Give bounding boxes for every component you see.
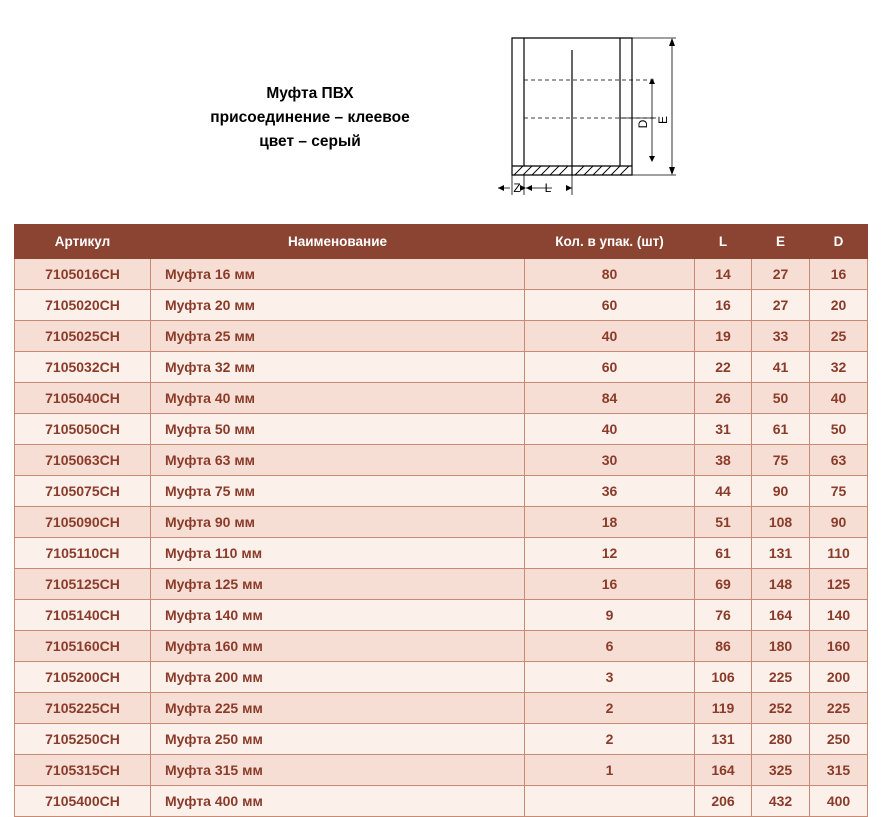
cell-qty: 30	[525, 445, 695, 476]
table-row	[15, 755, 868, 786]
cell-e: 164	[752, 600, 810, 631]
cell-qty: 3	[525, 662, 695, 693]
cell-l: 51	[695, 507, 752, 538]
cell-l: 69	[695, 569, 752, 600]
cell-l: 31	[695, 414, 752, 445]
cell-e: 432	[752, 786, 810, 817]
cell-l: 164	[695, 755, 752, 786]
cell-article: 7105110CH	[15, 538, 151, 569]
cell-e: 75	[752, 445, 810, 476]
cell-qty: 18	[525, 507, 695, 538]
column-header-l: L	[695, 225, 752, 259]
cell-d: 75	[810, 476, 868, 507]
cell-article: 7105400CH	[15, 786, 151, 817]
cell-d: 32	[810, 352, 868, 383]
cell-article: 7105032CH	[15, 352, 151, 383]
column-header-e: E	[752, 225, 810, 259]
cell-l: 106	[695, 662, 752, 693]
cell-name: Муфта 40 мм	[151, 383, 525, 414]
cell-d: 63	[810, 445, 868, 476]
cell-qty: 60	[525, 290, 695, 321]
product-title-block	[150, 82, 470, 154]
cell-e: 131	[752, 538, 810, 569]
cell-name: Муфта 140 мм	[151, 600, 525, 631]
cell-article: 7105040CH	[15, 383, 151, 414]
cell-e: 280	[752, 724, 810, 755]
cell-article: 7105016CH	[15, 259, 151, 290]
cell-l: 86	[695, 631, 752, 662]
table-row	[15, 662, 868, 693]
cell-l: 38	[695, 445, 752, 476]
cell-name: Муфта 315 мм	[151, 755, 525, 786]
cell-qty: 36	[525, 476, 695, 507]
cell-e: 27	[752, 259, 810, 290]
table-row	[15, 631, 868, 662]
cell-qty: 16	[525, 569, 695, 600]
table-row	[15, 414, 868, 445]
cell-d: 40	[810, 383, 868, 414]
table-row	[15, 259, 868, 290]
cell-qty: 2	[525, 724, 695, 755]
cell-l: 119	[695, 693, 752, 724]
cell-d: 160	[810, 631, 868, 662]
cell-article: 7105063CH	[15, 445, 151, 476]
cell-e: 325	[752, 755, 810, 786]
table-row	[15, 290, 868, 321]
cell-name: Муфта 63 мм	[151, 445, 525, 476]
table-row	[15, 321, 868, 352]
cell-l: 22	[695, 352, 752, 383]
cell-article: 7105075CH	[15, 476, 151, 507]
table-body	[15, 259, 868, 817]
cell-name: Муфта 90 мм	[151, 507, 525, 538]
cell-article: 7105250CH	[15, 724, 151, 755]
cell-article: 7105025CH	[15, 321, 151, 352]
cell-article: 7105020CH	[15, 290, 151, 321]
table-row	[15, 352, 868, 383]
cell-d: 90	[810, 507, 868, 538]
table-row	[15, 383, 868, 414]
cell-d: 250	[810, 724, 868, 755]
cell-l: 19	[695, 321, 752, 352]
cell-d: 140	[810, 600, 868, 631]
cell-article: 7105315CH	[15, 755, 151, 786]
cell-d: 25	[810, 321, 868, 352]
products-table	[14, 224, 868, 817]
cell-qty: 1	[525, 755, 695, 786]
cell-name: Муфта 400 мм	[151, 786, 525, 817]
cell-article: 7105090CH	[15, 507, 151, 538]
cell-article: 7105200CH	[15, 662, 151, 693]
cell-name: Муфта 75 мм	[151, 476, 525, 507]
cell-e: 27	[752, 290, 810, 321]
cell-qty: 12	[525, 538, 695, 569]
cell-d: 110	[810, 538, 868, 569]
cell-l: 76	[695, 600, 752, 631]
column-header-article: Артикул	[15, 225, 151, 259]
table-row	[15, 507, 868, 538]
cell-e: 180	[752, 631, 810, 662]
cell-article: 7105125CH	[15, 569, 151, 600]
cell-article: 7105225CH	[15, 693, 151, 724]
table-row	[15, 786, 868, 817]
cell-e: 41	[752, 352, 810, 383]
cell-e: 225	[752, 662, 810, 693]
dimension-label-d: D	[636, 119, 650, 129]
cell-l: 131	[695, 724, 752, 755]
cell-name: Муфта 200 мм	[151, 662, 525, 693]
cell-qty: 9	[525, 600, 695, 631]
cell-d: 50	[810, 414, 868, 445]
column-header-d: D	[810, 225, 868, 259]
table-row	[15, 538, 868, 569]
cell-name: Муфта 16 мм	[151, 259, 525, 290]
cell-l: 61	[695, 538, 752, 569]
cell-e: 148	[752, 569, 810, 600]
table-row	[15, 600, 868, 631]
product-color: цвет – серый	[259, 133, 361, 151]
column-header-name: Наименование	[151, 225, 525, 259]
table-header-row	[15, 225, 868, 259]
cell-d: 200	[810, 662, 868, 693]
cell-qty: 80	[525, 259, 695, 290]
cell-article: 7105140CH	[15, 600, 151, 631]
cell-qty: 40	[525, 321, 695, 352]
cell-name: Муфта 25 мм	[151, 321, 525, 352]
cell-e: 90	[752, 476, 810, 507]
cell-name: Муфта 50 мм	[151, 414, 525, 445]
product-title: Муфта ПВХ	[266, 85, 354, 102]
dimension-label-z: Z	[513, 181, 521, 195]
cell-name: Муфта 225 мм	[151, 693, 525, 724]
cell-l: 14	[695, 259, 752, 290]
cell-e: 33	[752, 321, 810, 352]
cell-qty: 60	[525, 352, 695, 383]
cell-d: 315	[810, 755, 868, 786]
cell-qty: 6	[525, 631, 695, 662]
cell-l: 16	[695, 290, 752, 321]
cell-e: 252	[752, 693, 810, 724]
product-connection-type: присоединение – клеевое	[210, 109, 410, 127]
cell-l: 26	[695, 383, 752, 414]
column-header-qty: Кол. в упак. (шт)	[525, 225, 695, 259]
dimension-label-l: L	[544, 181, 552, 195]
table-row	[15, 724, 868, 755]
cell-name: Муфта 160 мм	[151, 631, 525, 662]
table-row	[15, 476, 868, 507]
cell-l: 44	[695, 476, 752, 507]
cell-d: 125	[810, 569, 868, 600]
cell-d: 225	[810, 693, 868, 724]
cell-e: 50	[752, 383, 810, 414]
cell-article: 7105160CH	[15, 631, 151, 662]
cell-qty	[525, 786, 695, 817]
dimension-label-e: E	[656, 115, 670, 125]
cell-qty: 84	[525, 383, 695, 414]
cell-e: 108	[752, 507, 810, 538]
cell-d: 20	[810, 290, 868, 321]
cell-l: 206	[695, 786, 752, 817]
cell-d: 16	[810, 259, 868, 290]
cell-article: 7105050CH	[15, 414, 151, 445]
table-row	[15, 445, 868, 476]
technical-drawing	[480, 20, 740, 195]
cell-d: 400	[810, 786, 868, 817]
cell-name: Муфта 20 мм	[151, 290, 525, 321]
table-row	[15, 693, 868, 724]
cell-name: Муфта 125 мм	[151, 569, 525, 600]
table-row	[15, 569, 868, 600]
cell-name: Муфта 32 мм	[151, 352, 525, 383]
cell-qty: 40	[525, 414, 695, 445]
cell-name: Муфта 250 мм	[151, 724, 525, 755]
cell-name: Муфта 110 мм	[151, 538, 525, 569]
cell-qty: 2	[525, 693, 695, 724]
page-header	[0, 0, 881, 205]
cell-e: 61	[752, 414, 810, 445]
